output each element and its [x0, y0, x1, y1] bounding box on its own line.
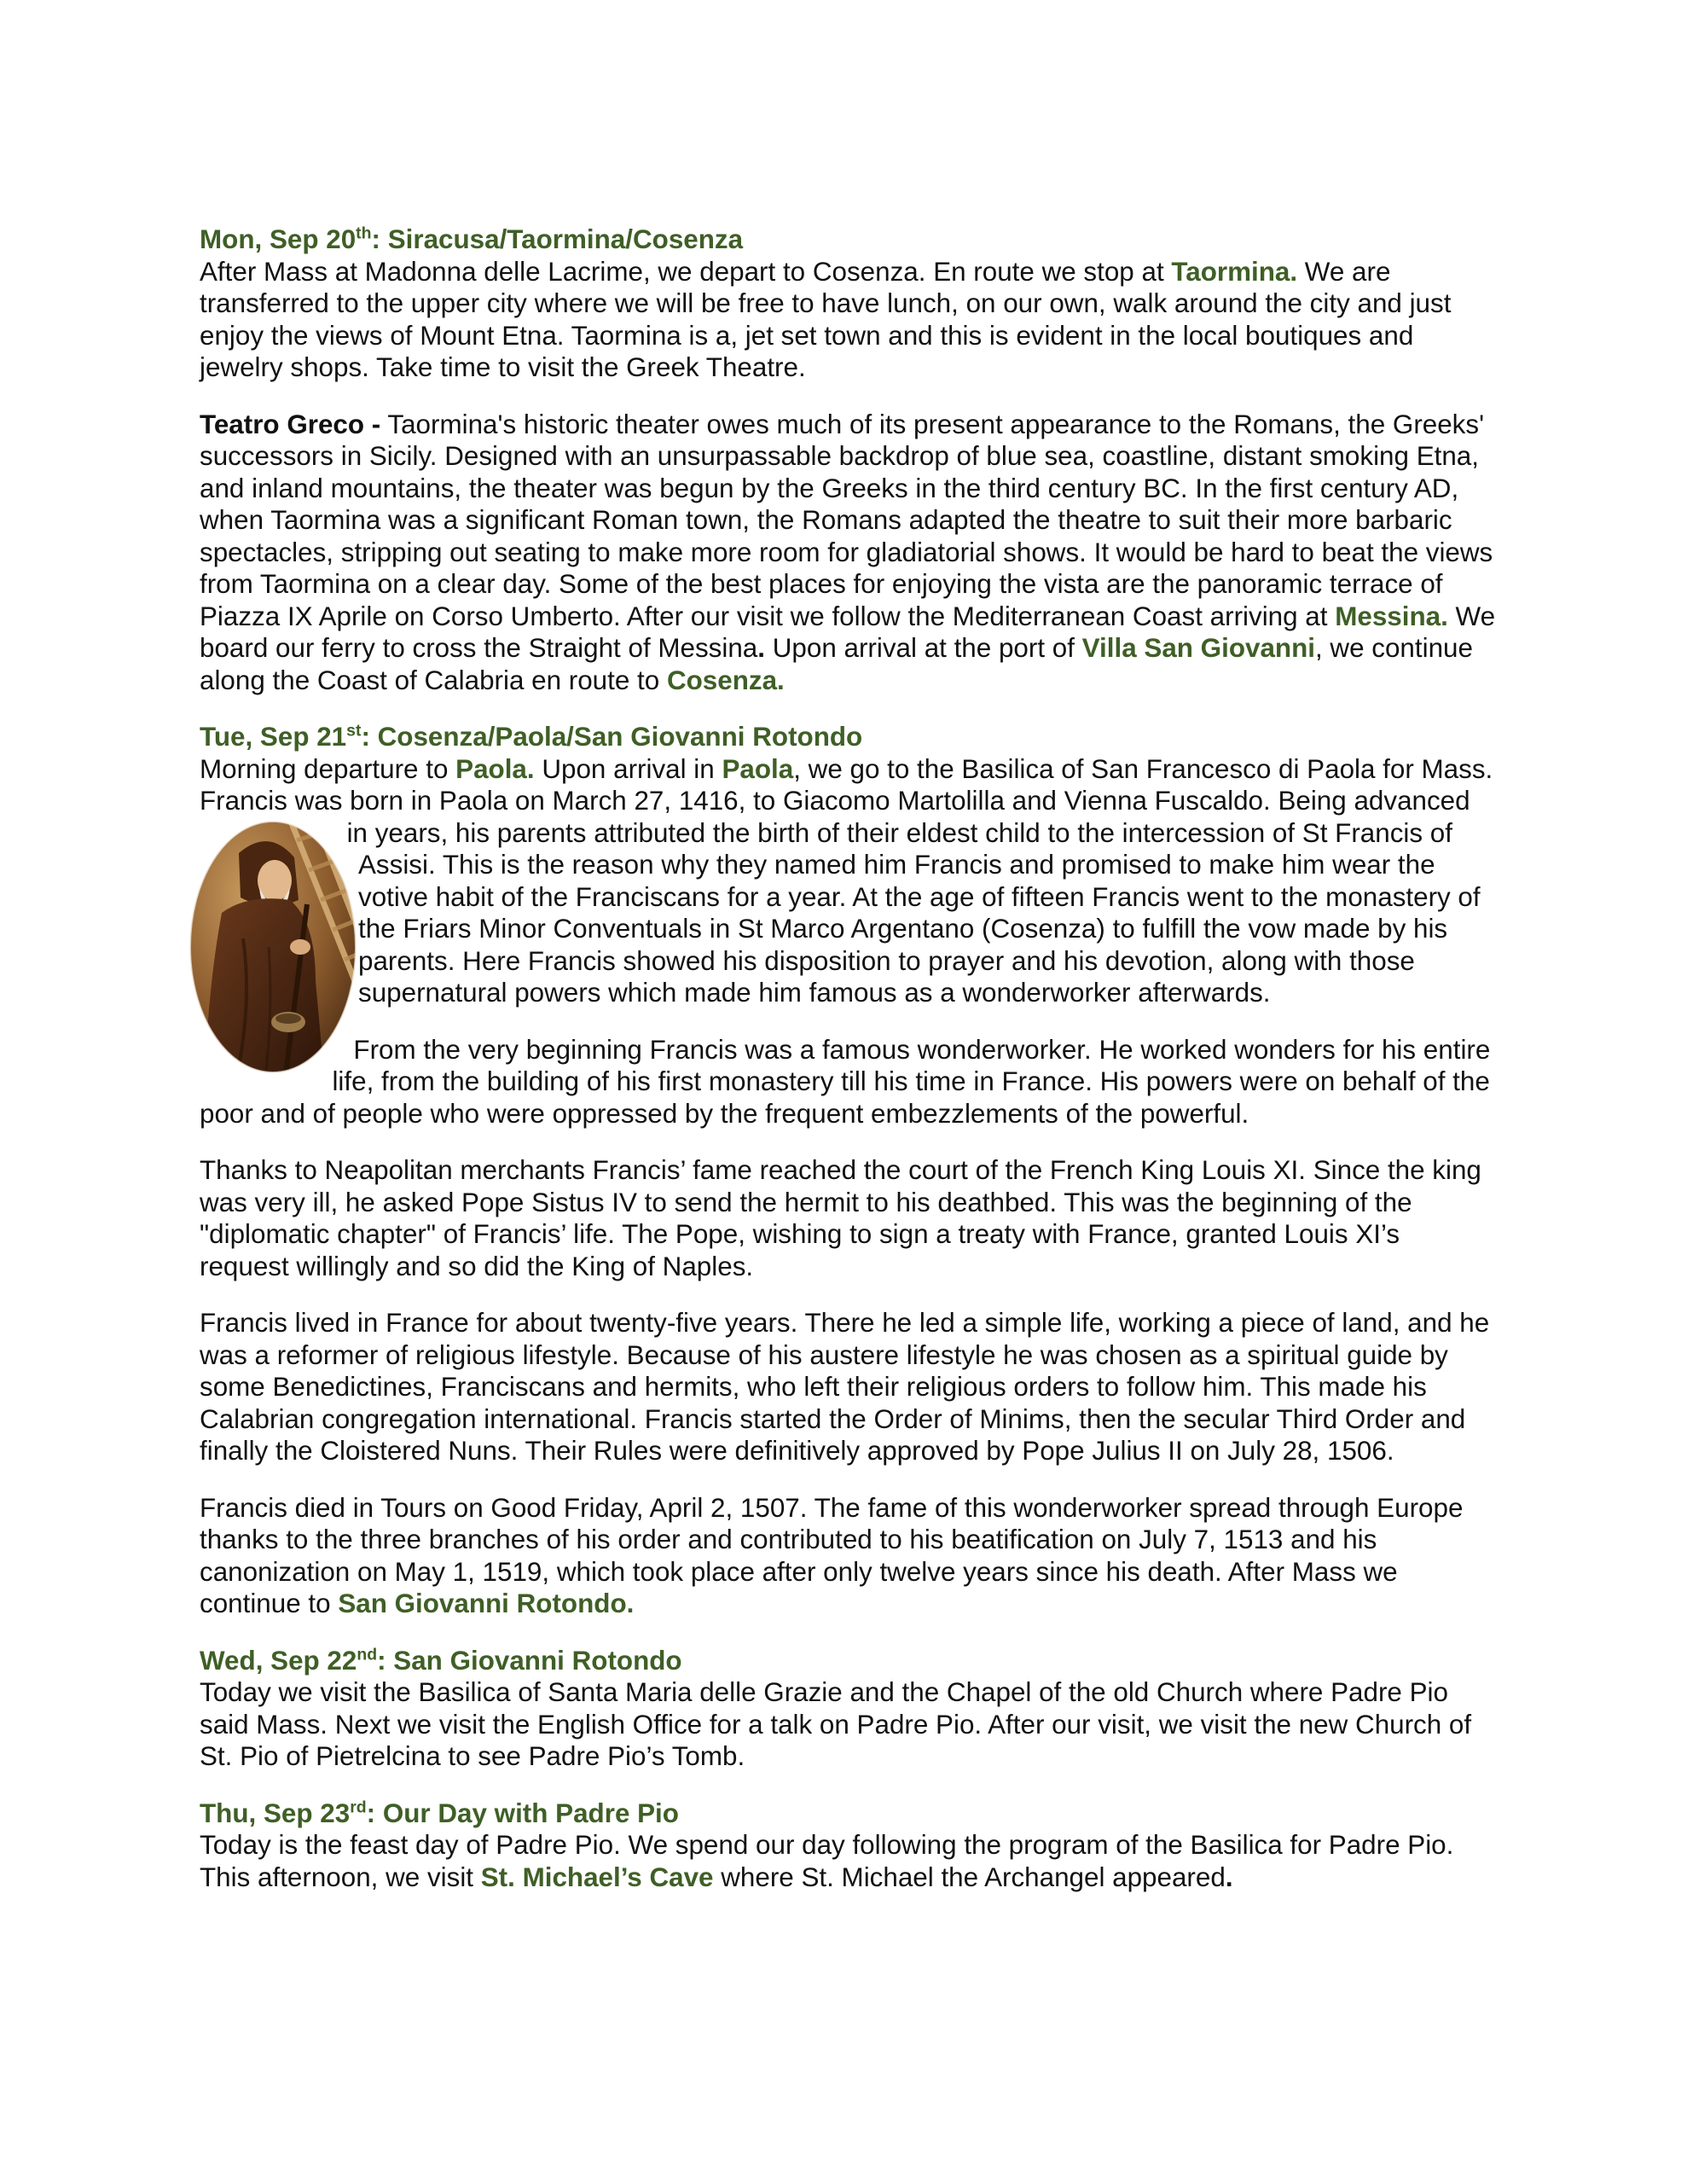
text: After Mass at Madonna delle Lacrime, we depart to Cosenza. En route we stop at [200, 256, 1172, 287]
text: . [1225, 1862, 1233, 1892]
place-san-giovanni-rotondo: San Giovanni Rotondo. [338, 1589, 635, 1618]
heading-places: : Siracusa/Taormina/Cosenza [371, 224, 744, 254]
teatro-greco-label: Teatro Greco - [200, 409, 381, 439]
place-messina: Messina. [1335, 601, 1448, 631]
day-thu-sep-23 [200, 1798, 1496, 1894]
place-taormina: Taormina. [1171, 256, 1298, 287]
day-mon-sep-20 [200, 224, 1496, 696]
day-wed-sep-22 [200, 1645, 1496, 1773]
day-tue-sep-21 [200, 721, 1496, 1620]
day-paragraph: Thanks to Neapolitan merchants Francis’ fame reached the court of the French King Louis XI. Since the king was very ill, he asked Pope Sistus IV to send the hermit to his deathbed. This was the beginning of the "diplomatic chapter" of Francis’ life. The Pope, wishing to sign a treaty with France, granted Louis XI’s request willingly and so did the King of Naples. [200, 1155, 1481, 1281]
day-paragraph [200, 1829, 1496, 1893]
text: . [757, 633, 766, 663]
text: , we go to the Basilica of San Francesco di Paola for Mass. Francis was born in Paola on March 27, 1416, to Giacomo Martolilla and Vienna Fuscaldo. Being [200, 753, 1493, 816]
heading-places: : San Giovanni Rotondo [377, 1645, 682, 1676]
day-paragraph: Francis lived in France for about twenty-five years. There he led a simple life, working a piece of land, and he was a reformer of religious lifestyle. Because of his austere lifestyle he was chosen as a spiritual guide by some Benedictines, Franciscans and hermits, who left their religious orders to follow him. This made his Calabrian congregation international. Francis started the Order of Minims, then the secular Third Order and finally the Cloistered Nuns. Their Rules were definitively approved by Pope Julius II on July 28, 1506. [200, 1308, 1490, 1466]
heading-places: : Cosenza/Paola/San Giovanni Rotondo [361, 722, 863, 752]
heading-date: Mon, Sep 20 [200, 224, 357, 254]
paola-block [200, 753, 1496, 1130]
place-st-michaels-cave: St. Michael’s Cave [480, 1862, 714, 1892]
day-heading [200, 721, 1496, 753]
day-heading [200, 1645, 1496, 1677]
place-paola: Paola [722, 753, 794, 784]
teatro-greco-paragraph [200, 409, 1496, 697]
heading-date: Thu, Sep 23 [200, 1798, 351, 1828]
day-paragraph [200, 1492, 1496, 1620]
heading-date: Wed, Sep 22 [200, 1645, 357, 1676]
heading-ordinal: st [346, 721, 362, 741]
place-paola: Paola. [455, 753, 535, 784]
heading-ordinal: rd [350, 1798, 367, 1817]
saint-francis-portrait-icon [188, 819, 358, 1075]
day-paragraph: From the very beginning Francis was a famous wonderworker. He worked wonders for his entire life, from the building of his first monastery till his time in France. His powers were on behalf of the poor and of people who were oppressed by the frequent embezzlements of the powerful. [200, 1034, 1491, 1129]
day-heading [200, 1798, 1496, 1830]
place-cosenza: Cosenza. [666, 665, 785, 695]
text: where St. Michael the Archangel appeared [713, 1862, 1226, 1892]
text: advanced in years, his parents attributed the birth of their eldest child to the intercession of St Francis of Assisi. This is the reason why they named him Francis and promised to make him wear the votive habit of the Franciscans for a year. At the age of fifteen Francis went to the monastery of the Friars Minor Conventuals in St Marco Argentano (Cosenza) to fulfill the vow made by his parents. Here Francis showed his disposition to prayer and his devotion, along with those supernatural powers which made him famous as a wonderworker afterwards. [346, 786, 1481, 1008]
text: We board our ferry to cross the Straight of Messina [200, 601, 1496, 663]
text: , we continue along the Coast of Calabria en route to [200, 633, 1473, 695]
text: Francis died in Tours on Good Friday, April 2, 1507. The fame of this wonderworker spread through Europe thanks to the three branches of his order and contributed to his beatification on July 7, 1513 and his canonization on May 1, 1519, which took place after only twelve years since his death. After Mass we continue to [200, 1492, 1464, 1618]
text: Upon arrival at the port of [765, 633, 1082, 663]
day-paragraph [200, 256, 1496, 384]
text: Taormina's historic theater owes much of its present appearance to the Romans, the Greeks' successors in Sicily. Designed with an unsurpassable backdrop of blue sea, coastline, distant smoking Etna, and inland mountains, the theater was begun by the Greeks in the third century BC. In the first century AD, when Taormina was a significant Roman town, the Romans adapted the theatre to suit their more barbaric spectacles, stripping out seating to make more room for gladiatorial shows. It would be hard to beat the views from Taormina on a clear day. Some of the best places for enjoying the vista are the panoramic terrace of Piazza IX Aprile on Corso Umberto. After our visit we follow the Mediterranean Coast arriving at [200, 409, 1493, 631]
heading-places: : Our Day with Padre Pio [366, 1798, 679, 1828]
itinerary-page [200, 224, 1496, 1893]
heading-ordinal: th [356, 224, 372, 243]
text: Today is the feast day of Padre Pio. We spend our day following the program of the Basilica for Padre Pio. This afternoon, we visit [200, 1830, 1454, 1892]
heading-date: Tue, Sep 21 [200, 722, 347, 752]
heading-ordinal: nd [357, 1645, 378, 1664]
place-villa-san-giovanni: Villa San Giovanni [1081, 633, 1315, 663]
text: Morning departure to [200, 753, 456, 784]
day-paragraph: Today we visit the Basilica of Santa Maria delle Grazie and the Chapel of the old Church where Padre Pio said Mass. Next we visit the English Office for a talk on Padre Pio. After our visit, we visit the new Church of St. Pio of Pietrelcina to see Padre Pio’s Tomb. [200, 1677, 1472, 1771]
text [200, 754, 1493, 1008]
text: We are transferred to the upper city where we will be free to have lunch, on our own, walk around the city and just enjoy the views of Mount Etna. Taormina is a, jet set town and this is evident in the local boutiques and jewelry shops. Take time to visit the Greek Theatre. [200, 256, 1452, 382]
day-heading [200, 224, 1496, 256]
text: Upon arrival in [534, 753, 722, 784]
day-paragraph [200, 753, 1496, 1009]
